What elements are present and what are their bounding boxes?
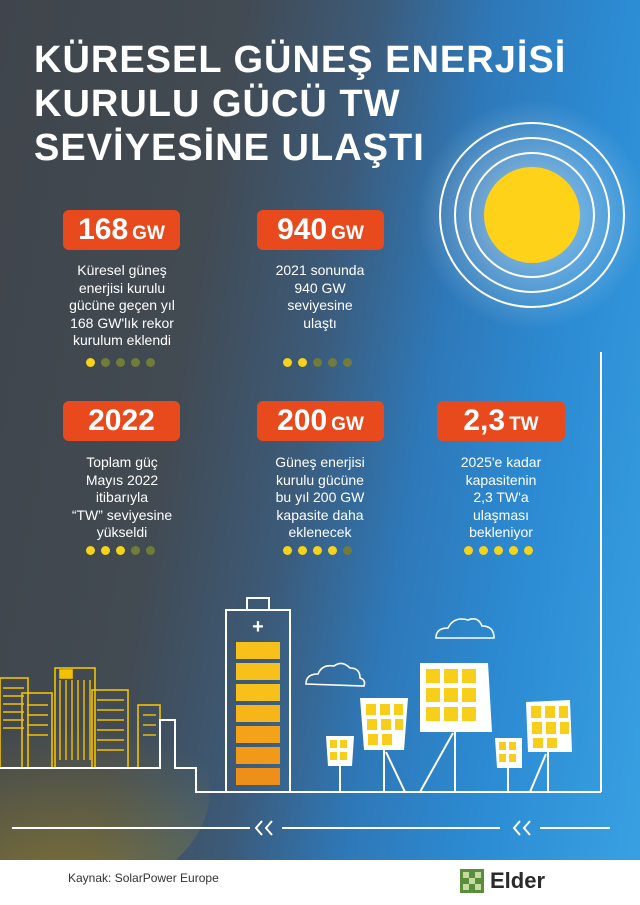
description-line: bu yıl 200 GW	[275, 489, 365, 505]
brand-name: Elder	[490, 868, 546, 893]
stat-unit: GW	[331, 414, 364, 435]
description-line: ulaştı	[303, 314, 337, 331]
stat-description	[240, 262, 400, 332]
dot-active	[116, 546, 125, 555]
progress-dots	[283, 546, 352, 556]
dot-active	[464, 546, 473, 555]
stat-unit: TW	[509, 414, 539, 435]
dot-inactive	[116, 358, 125, 367]
progress-dots	[86, 546, 155, 556]
dot-active	[283, 358, 292, 367]
description-line: eklenecek	[288, 524, 352, 540]
dot-active	[313, 546, 322, 555]
dot-active	[494, 546, 503, 555]
dot-inactive	[313, 358, 322, 367]
stat-value: 200	[277, 404, 328, 437]
chevron-left-icon	[514, 821, 530, 835]
description-line: Küresel güneş	[77, 262, 167, 278]
stat-value: 2,3	[463, 404, 506, 437]
description-line: Toplam güç	[86, 454, 158, 470]
dot-inactive	[343, 358, 352, 367]
description-line: itibarıyla	[95, 489, 149, 505]
description-line: bekleniyor	[469, 524, 533, 540]
stat-badge-940-gw	[257, 210, 384, 250]
description-line: 2021 sonunda	[275, 262, 365, 278]
description-line: 2,3 TW'a	[473, 489, 529, 505]
progress-dots	[464, 546, 533, 556]
description-line: 940 GW	[294, 279, 346, 296]
solar-panel-icon	[360, 698, 408, 792]
brand-logo	[460, 868, 545, 894]
dot-inactive	[343, 546, 352, 555]
description-line: kurulum eklendi	[72, 332, 172, 348]
dot-active	[524, 546, 533, 555]
description-line: yükseldi	[96, 524, 148, 540]
stat-badge-2-3-tw	[437, 401, 565, 441]
dot-inactive	[131, 358, 140, 367]
page-title	[34, 38, 634, 170]
description-line: ulaşması	[472, 506, 530, 523]
stat-description	[40, 454, 204, 542]
description-line: kapasitenin	[465, 471, 537, 488]
title-line: KÜRESEL GÜNEŞ ENERJİSİ	[34, 39, 567, 81]
title-line: SEVİYESİNE ULAŞTI	[34, 127, 425, 169]
dot-inactive	[131, 546, 140, 555]
stat-description	[240, 454, 400, 542]
dot-active	[283, 546, 292, 555]
title-line: KURULU GÜCÜ TW	[34, 83, 401, 125]
source-text: Kaynak: SolarPower Europe	[68, 871, 219, 885]
description-line: Güneş enerjisi	[275, 454, 365, 470]
stat-unit: GW	[331, 223, 364, 244]
stat-value: 940	[277, 213, 328, 246]
solar-panel-icon	[526, 700, 572, 792]
stat-value: 2022	[88, 404, 155, 437]
dot-active	[328, 546, 337, 555]
dot-inactive	[146, 358, 155, 367]
dot-active	[298, 546, 307, 555]
stat-description	[420, 454, 582, 542]
description-line: kurulu gücüne	[276, 471, 364, 488]
stat-unit: GW	[132, 223, 165, 244]
description-line: 168 GW'lık rekor	[70, 314, 174, 331]
description-line: gücüne geçen yıl	[69, 297, 175, 313]
dot-active	[86, 546, 95, 555]
description-line: Mayıs 2022	[85, 471, 159, 488]
description-line: 2025'e kadar	[460, 454, 542, 470]
dot-active	[479, 546, 488, 555]
solar-panel-icon	[326, 736, 354, 792]
description-line: seviyesine	[287, 297, 353, 313]
progress-dots	[86, 358, 155, 368]
description-line: “TW” seviyesine	[71, 506, 173, 523]
description-line: enerjisi kurulu	[78, 279, 166, 296]
battery-icon	[226, 598, 290, 792]
dot-active	[509, 546, 518, 555]
dot-inactive	[101, 358, 110, 367]
footer	[0, 860, 640, 905]
stat-value: 168	[78, 213, 129, 246]
dot-inactive	[146, 546, 155, 555]
stat-badge-168-gw	[63, 210, 180, 250]
dot-active	[86, 358, 95, 367]
stat-badge-2022	[63, 401, 180, 441]
stat-badge-200-gw	[257, 401, 384, 441]
chevron-left-icon	[256, 821, 272, 835]
logo-icon	[460, 869, 484, 893]
dot-active	[101, 546, 110, 555]
solar-panel-icon	[495, 738, 522, 792]
stat-description	[40, 262, 204, 350]
progress-dots	[283, 358, 352, 368]
battery-plus: +	[252, 616, 264, 638]
dot-inactive	[328, 358, 337, 367]
solar-panel-icon	[420, 663, 492, 792]
description-line: kapasite daha	[276, 506, 364, 523]
dot-active	[298, 358, 307, 367]
